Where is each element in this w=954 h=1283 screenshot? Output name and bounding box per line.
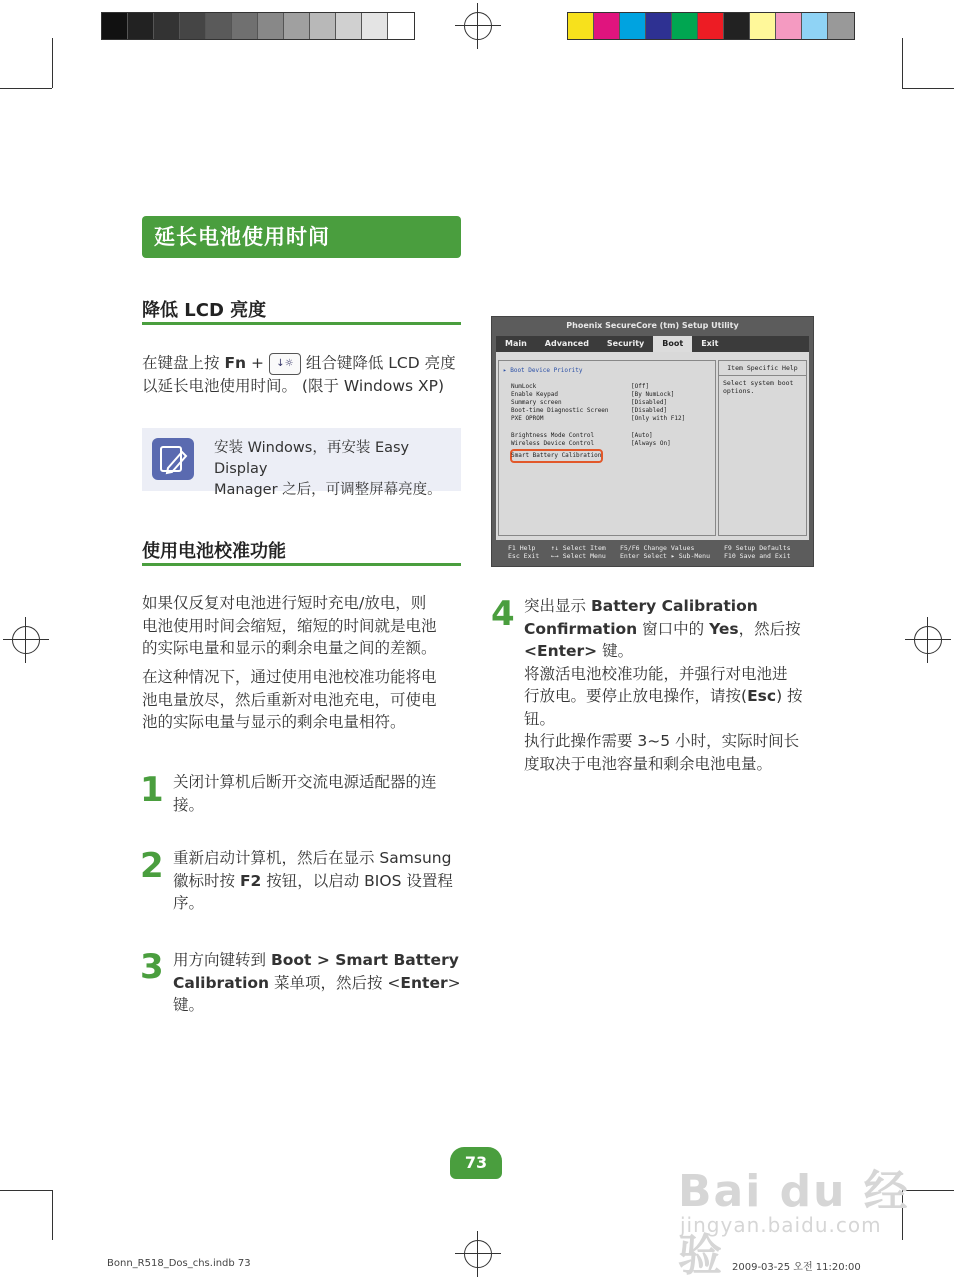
calibration-heading-rule bbox=[142, 563, 461, 566]
crop-mark bbox=[52, 38, 53, 88]
bios-item-label[interactable]: Enable Keypad bbox=[511, 391, 558, 398]
note-text: 安装 Windows，再安装 Easy Display Manager 之后，可调整屏幕亮度。 bbox=[214, 440, 442, 498]
color-swatch bbox=[258, 13, 284, 39]
section-title: 延长电池使用时间 bbox=[142, 216, 461, 258]
bios-menu-main[interactable]: Main bbox=[505, 339, 527, 348]
bios-menu-advanced[interactable]: Advanced bbox=[544, 339, 589, 348]
bios-key-enter: Enter Select ▸ Sub-Menu bbox=[620, 552, 711, 560]
color-bar bbox=[567, 12, 855, 40]
calibration-heading: 使用电池校准功能 bbox=[142, 541, 286, 562]
bios-key-help: F1 Help bbox=[508, 544, 536, 552]
color-swatch bbox=[698, 13, 724, 39]
color-swatch bbox=[594, 13, 620, 39]
registration-mark-top bbox=[464, 12, 492, 40]
registration-mark-left bbox=[12, 626, 40, 654]
bios-item-label[interactable]: Summary screen bbox=[511, 399, 562, 406]
step-1-text: 关闭计算机后断开交流电源适配器的连 接。 bbox=[173, 773, 437, 814]
footer-file-slug: Bonn_R518_Dos_chs.indb 73 bbox=[107, 1258, 251, 1269]
color-swatch bbox=[154, 13, 180, 39]
crop-mark bbox=[0, 1190, 52, 1191]
bios-item-smart-battery-calibration[interactable]: Smart Battery Calibration bbox=[511, 452, 602, 459]
color-swatch bbox=[646, 13, 672, 39]
color-swatch bbox=[336, 13, 362, 39]
crop-mark bbox=[902, 38, 903, 88]
bios-item-value: [By NumLock] bbox=[631, 391, 675, 398]
bios-key-select-menu: ←→ Select Menu bbox=[551, 552, 606, 560]
bios-key-setup-defaults: F9 Setup Defaults bbox=[724, 544, 791, 552]
bios-item-value: [Off] bbox=[631, 383, 650, 390]
color-swatch bbox=[232, 13, 258, 39]
step-number: 3 bbox=[140, 947, 164, 987]
baidu-watermark-logo: Bai du 经验 bbox=[678, 1166, 910, 1281]
crop-mark bbox=[902, 88, 954, 89]
color-swatch bbox=[206, 13, 232, 39]
color-swatch bbox=[802, 13, 828, 39]
bios-item-label[interactable]: Wireless Device Control bbox=[511, 440, 595, 447]
bios-key-save-exit: F10 Save and Exit bbox=[724, 552, 791, 560]
bios-menu-bar bbox=[496, 336, 809, 352]
page-number: 73 bbox=[450, 1147, 502, 1179]
lcd-paragraph: 在键盘上按 Fn + ↓☼ 组合键降低 LCD 亮度 以延长电池使用时间。 (限于 Windows XP) bbox=[142, 354, 456, 395]
color-swatch bbox=[620, 13, 646, 39]
step-number: 2 bbox=[140, 846, 164, 886]
registration-mark-right bbox=[914, 626, 942, 654]
bios-item-value: [Only with F12] bbox=[631, 415, 686, 422]
color-swatch bbox=[724, 13, 750, 39]
color-swatch bbox=[284, 13, 310, 39]
color-swatch bbox=[776, 13, 802, 39]
bios-item-label[interactable]: PXE OPROM bbox=[511, 415, 544, 422]
bios-menu-security[interactable]: Security bbox=[606, 339, 645, 348]
bios-key-change-values: F5/F6 Change Values bbox=[620, 544, 695, 552]
lcd-heading-rule bbox=[142, 322, 461, 325]
lcd-heading: 降低 LCD 亮度 bbox=[142, 300, 267, 321]
crop-mark bbox=[52, 1190, 53, 1240]
registration-mark-bottom bbox=[464, 1240, 492, 1268]
note-box bbox=[142, 428, 461, 498]
crop-mark bbox=[0, 88, 52, 89]
bios-item-value: [Auto] bbox=[631, 432, 653, 439]
bios-help-panel bbox=[718, 360, 807, 536]
bios-key-exit: Esc Exit bbox=[508, 552, 540, 560]
calibration-paragraph-1: 如果仅反复对电池进行短时充电/放电，则 电池使用时间会缩短，缩短的时间就是电池 的实际电量和显示的剩余电量之间的差额。 bbox=[142, 594, 437, 657]
step-4-text: 突出显示 Battery Calibration Confirmation 窗口中的 Yes，然后按 <Enter> 键。 将激活电池校准功能，并强行对电池进 行放电。要停止放电操作，请按(Esc) 按 钮。 执行此操作需要 3~5 小时，实际时间长 度取决于电池容量和剩余电池电量。 bbox=[524, 597, 803, 773]
color-swatch bbox=[388, 13, 414, 39]
color-swatch bbox=[828, 13, 854, 39]
footer-timestamp: 2009-03-25 오전 11:20:00 bbox=[732, 1262, 861, 1273]
bios-screenshot bbox=[491, 316, 814, 567]
bios-item-label[interactable]: Brightness Mode Control bbox=[511, 432, 595, 439]
pencil-note-icon bbox=[152, 438, 194, 480]
bios-main-panel bbox=[498, 360, 716, 536]
color-swatch bbox=[362, 13, 388, 39]
bios-item-label[interactable]: Boot-time Diagnostic Screen bbox=[511, 407, 609, 414]
bios-item-value: [Disabled] bbox=[631, 399, 668, 406]
color-swatch bbox=[180, 13, 206, 39]
bios-footer bbox=[496, 542, 809, 562]
color-swatch bbox=[128, 13, 154, 39]
color-swatch bbox=[310, 13, 336, 39]
bios-item-value: [Disabled] bbox=[631, 407, 668, 414]
gray-color-bar bbox=[101, 12, 415, 40]
color-swatch bbox=[102, 13, 128, 39]
baidu-watermark-url: jingyan.baidu.com bbox=[680, 1213, 882, 1237]
brightness-down-key-icon: ↓☼ bbox=[269, 353, 301, 375]
bios-body bbox=[496, 352, 809, 540]
bios-item-value: [Always On] bbox=[631, 440, 671, 447]
bios-help-heading: Item Specific Help bbox=[719, 361, 806, 376]
step-number: 4 bbox=[491, 594, 515, 634]
bios-key-select-item: ↑↓ Select Item bbox=[551, 544, 606, 552]
bios-menu-exit[interactable]: Exit bbox=[701, 339, 719, 348]
bios-help-text: Select system boot options. bbox=[723, 379, 794, 395]
step-number: 1 bbox=[140, 770, 164, 810]
bios-item-label[interactable]: NumLock bbox=[511, 383, 537, 390]
bios-title: Phoenix SecureCore (tm) Setup Utility bbox=[566, 321, 739, 330]
step-3-text: 用方向键转到 Boot > Smart Battery Calibration 菜单项，然后按 <Enter> 键。 bbox=[173, 951, 461, 1014]
color-swatch bbox=[672, 13, 698, 39]
bios-menu-boot[interactable]: Boot bbox=[653, 336, 692, 352]
color-swatch bbox=[750, 13, 776, 39]
bios-section-boot-priority[interactable]: ▸ Boot Device Priority bbox=[503, 367, 583, 374]
step-2-text: 重新启动计算机，然后在显示 Samsung 徽标时按 F2 按钮，以启动 BIOS 设置程 序。 bbox=[173, 849, 453, 912]
color-swatch bbox=[568, 13, 594, 39]
calibration-paragraph-2: 在这种情况下，通过使用电池校准功能将电 池电量放尽，然后重新对电池充电，可使电 池的实际电量与显示的剩余电量相符。 bbox=[142, 668, 437, 731]
